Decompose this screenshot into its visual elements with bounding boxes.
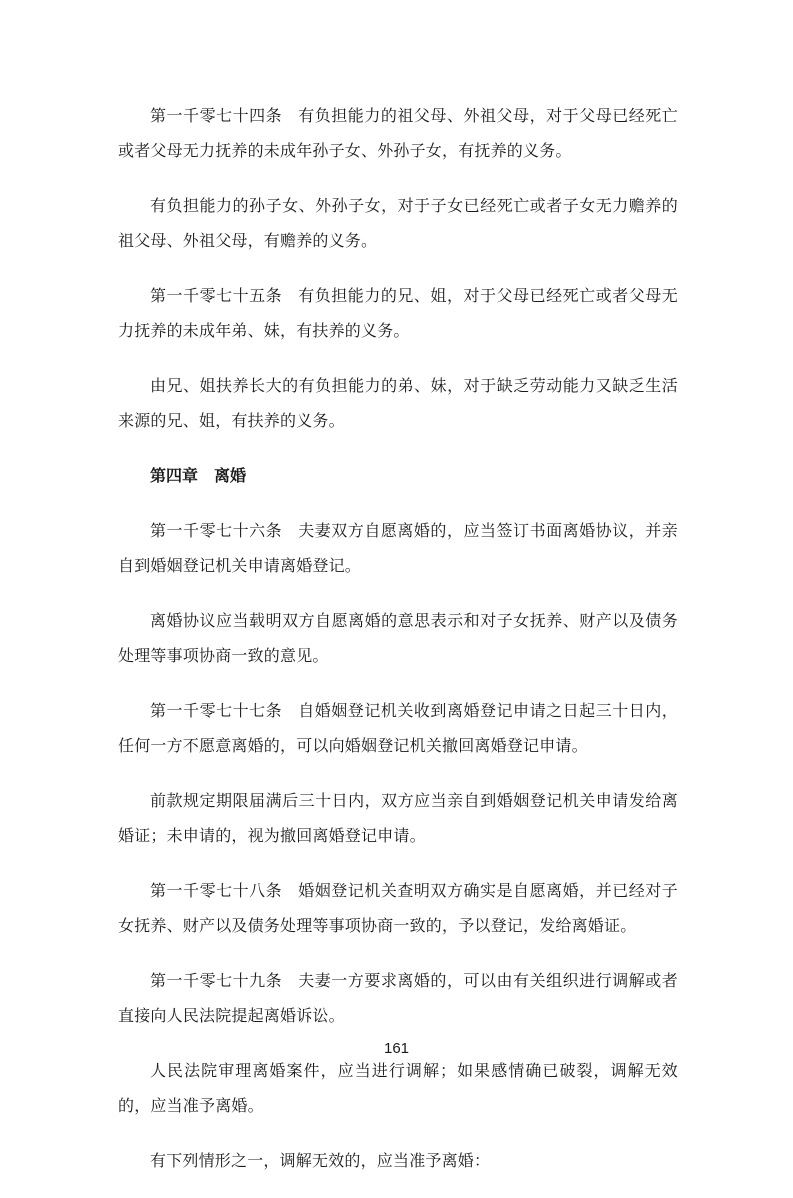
article-1078 <box>118 873 678 943</box>
paragraph-text: 由兄、姐扶养长大的有负担能力的弟、妹，对于缺乏劳动能力又缺乏生活来源的兄、姐，有扶养的义务。 <box>118 376 678 430</box>
article-text: 有负担能力的兄、姐，对于父母已经死亡或者父母无力抚养的未成年弟、妹，有扶养的义务。 <box>118 286 678 340</box>
paragraph <box>118 1143 678 1178</box>
paragraph <box>118 368 678 438</box>
article-1077 <box>118 693 678 763</box>
paragraph-text: 离婚协议应当载明双方自愿离婚的意思表示和对子女抚养、财产以及债务处理等事项协商一致的意见。 <box>118 611 678 665</box>
paragraph <box>118 1053 678 1123</box>
article-number: 第一千零七十五条 <box>150 286 283 305</box>
article-text: 有负担能力的祖父母、外祖父母，对于父母已经死亡或者父母无力抚养的未成年孙子女、外孙子女，有抚养的义务。 <box>118 106 678 160</box>
article-text: 自婚姻登记机关收到离婚登记申请之日起三十日内，任何一方不愿意离婚的，可以向婚姻登记机关撤回离婚登记申请。 <box>118 701 678 755</box>
article-1074 <box>118 98 678 168</box>
article-number: 第一千零七十七条 <box>150 701 283 720</box>
chapter-number: 第四章 <box>150 466 199 485</box>
article-text: 夫妻双方自愿离婚的，应当签订书面离婚协议，并亲自到婚姻登记机关申请离婚登记。 <box>118 521 678 575</box>
chapter-heading <box>118 458 678 493</box>
paragraph-text: 前款规定期限届满后三十日内，双方应当亲自到婚姻登记机关申请发给离婚证；未申请的，视为撤回离婚登记申请。 <box>118 791 678 845</box>
article-text: 夫妻一方要求离婚的，可以由有关组织进行调解或者直接向人民法院提起离婚诉讼。 <box>118 971 678 1025</box>
article-1076 <box>118 513 678 583</box>
article-text: 婚姻登记机关查明双方确实是自愿离婚，并已经对子女抚养、财产以及债务处理等事项协商一致的，予以登记，发给离婚证。 <box>118 881 678 935</box>
article-1079 <box>118 963 678 1033</box>
article-1075 <box>118 278 678 348</box>
article-number: 第一千零七十九条 <box>150 971 283 990</box>
paragraph-text: 有负担能力的孙子女、外孙子女，对于子女已经死亡或者子女无力赡养的祖父母、外祖父母，有赡养的义务。 <box>118 196 678 250</box>
article-number: 第一千零七十六条 <box>150 521 283 540</box>
page-number: 161 <box>383 1040 410 1057</box>
document-body <box>118 98 678 1198</box>
paragraph <box>118 603 678 673</box>
chapter-title: 离婚 <box>214 466 247 485</box>
paragraph-text: 人民法院审理离婚案件，应当进行调解；如果感情确已破裂，调解无效的，应当准予离婚。 <box>118 1061 678 1115</box>
article-number: 第一千零七十八条 <box>150 881 283 900</box>
paragraph <box>118 783 678 853</box>
paragraph <box>118 188 678 258</box>
article-number: 第一千零七十四条 <box>150 106 283 125</box>
paragraph-text: 有下列情形之一，调解无效的，应当准予离婚： <box>150 1151 491 1170</box>
